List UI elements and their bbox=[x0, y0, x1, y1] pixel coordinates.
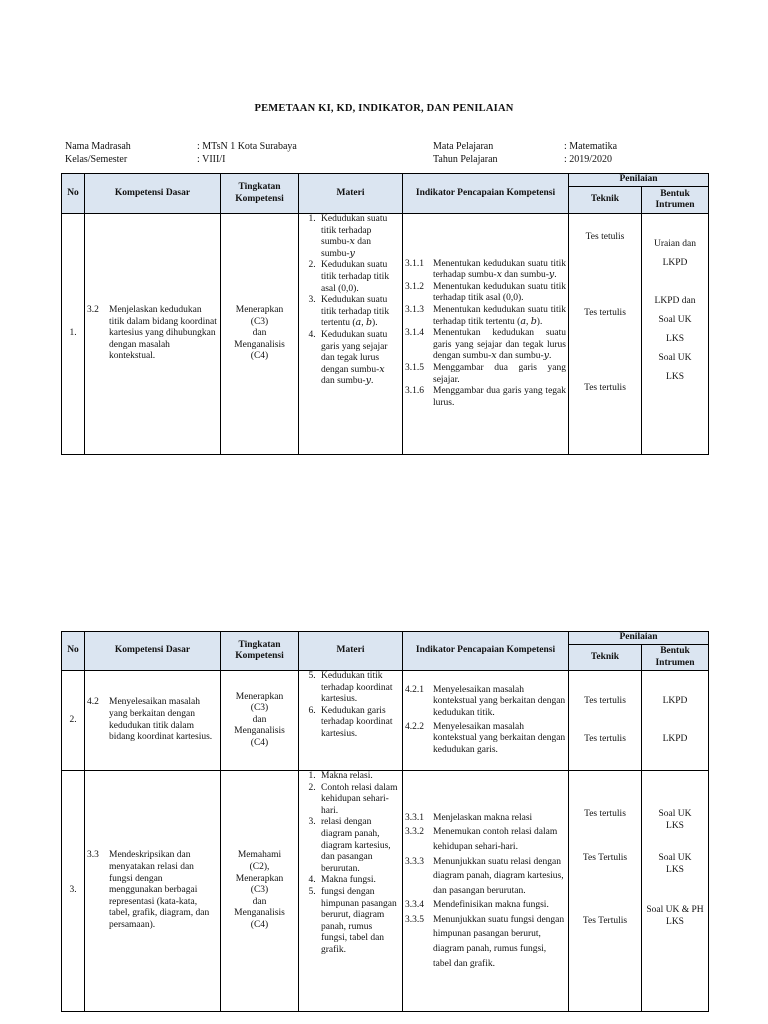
materi-item: 3. relasi dengan diagram panah, diagram kartesius, dan pasangan berurutan. bbox=[318, 817, 400, 875]
indikator-text: Menunjukkan suatu fungsi dengan himpunan pasangan berurut, diagram panah, rumus fungsi, tabel dan grafik. bbox=[433, 914, 565, 969]
teknik-value: Tes Tertulis bbox=[582, 852, 628, 863]
teknik-value: Tes Tertulis bbox=[582, 916, 628, 927]
teknik-value: Tes tetulis bbox=[585, 232, 625, 242]
materi-item: 4. Makna fungsi. bbox=[318, 875, 400, 887]
tingkatan-line: (C3) bbox=[250, 885, 269, 896]
materi-cell bbox=[299, 771, 403, 1012]
header-penilaian: Penilaian bbox=[569, 174, 709, 187]
tingkatan-line: Menganalisis bbox=[234, 908, 285, 919]
header-bentuk: Bentuk Intrumen bbox=[642, 645, 709, 671]
indikator-text: Menjelaskan makna relasi bbox=[433, 812, 533, 823]
table-row bbox=[62, 214, 709, 455]
header-indikator: Indikator Pencapaian Kompetensi bbox=[403, 632, 569, 671]
bentuk-value: LKS bbox=[666, 334, 684, 344]
bentuk-value: Uraian dan bbox=[654, 239, 696, 249]
tingkatan-line: Menerapkan bbox=[235, 691, 284, 702]
bentuk-value: Soal UK LKS bbox=[658, 809, 692, 831]
teknik-value: Tes tertulis bbox=[584, 695, 626, 706]
mapping-table-1 bbox=[61, 173, 709, 455]
tingkatan-line: Memahami bbox=[237, 850, 282, 861]
teknik-cell bbox=[569, 214, 642, 455]
kd-cell bbox=[85, 771, 221, 1012]
indikator-number: 3.3.3 bbox=[405, 856, 424, 867]
materi-item: 1. Kedudukan suatu titik terhadap sumbu-𝑥 dan sumbu-𝑦 bbox=[318, 214, 400, 260]
teknik-value: Tes tertulis bbox=[584, 733, 626, 744]
table-row bbox=[62, 771, 709, 1012]
kd-cell bbox=[85, 671, 221, 771]
tingkatan-line: (C4) bbox=[250, 351, 269, 362]
header-tingkatan: Tingkatan Kompetensi bbox=[221, 174, 299, 214]
bentuk-value: Soal UK bbox=[658, 315, 692, 325]
indikator-cell bbox=[403, 671, 569, 771]
materi-item: 6. Kedudukan garis terhadap koordinat kartesius. bbox=[318, 706, 400, 741]
kd-text: Menyelesaikan masalah yang berkaitan dengan kedudukan titik dalam bidang koordinat kartesius. bbox=[109, 697, 213, 743]
indikator-number: 4.2.1 bbox=[405, 684, 424, 695]
indikator-number: 3.1.4 bbox=[405, 328, 424, 339]
indikator-number: 3.1.1 bbox=[405, 258, 424, 269]
indikator-number: 3.3.4 bbox=[405, 900, 424, 911]
kd-number: 4.2 bbox=[87, 697, 99, 708]
tingkatan-cell bbox=[221, 771, 299, 1012]
teknik-cell bbox=[569, 671, 642, 771]
tingkatan-line: dan bbox=[252, 714, 267, 725]
kd-text: Menjelaskan kedudukan titik dalam bidang koordinat kartesius yang dihubungkan dengan masalah kontekstual. bbox=[109, 305, 217, 362]
bentuk-value: LKPD bbox=[662, 695, 688, 706]
bentuk-value: LKPD bbox=[662, 733, 688, 744]
table-row bbox=[62, 671, 709, 771]
indikator-cell bbox=[403, 771, 569, 1012]
tingkatan-line: Menerapkan bbox=[235, 305, 284, 316]
bentuk-cell bbox=[642, 214, 709, 455]
indikator-number: 3.1.2 bbox=[405, 281, 424, 292]
indikator-text: Menyelesaikan masalah kontekstual yang berkaitan dengan kedudukan garis. bbox=[433, 721, 566, 755]
header-teknik: Teknik bbox=[569, 645, 642, 671]
indikator-text: Menemukan contoh relasi dalam kehidupan sehari-hari. bbox=[433, 827, 558, 852]
indikator-number: 3.3.1 bbox=[405, 812, 424, 823]
kd-cell bbox=[85, 214, 221, 455]
tingkatan-line: dan bbox=[252, 896, 267, 907]
indikator-number: 3.1.5 bbox=[405, 362, 424, 373]
indikator-number: 3.3.5 bbox=[405, 914, 424, 925]
materi-item: 5. Kedudukan titik terhadap koordinat kartesius. bbox=[318, 671, 400, 706]
madrasah-value: : MTsN 1 Kota Surabaya bbox=[197, 141, 297, 152]
header-no: No bbox=[62, 174, 85, 214]
indikator-text: Menentukan kedudukan suatu titik terhadap titik tertentu (𝑎, 𝑏). bbox=[433, 305, 566, 327]
madrasah-label: Nama Madrasah bbox=[65, 141, 131, 152]
indikator-number: 4.2.2 bbox=[405, 721, 424, 732]
indikator-text: Menunjukkan suatu relasi dengan diagram panah, diagram kartesius, dan pasangan berurutan. bbox=[433, 856, 564, 896]
indikator-number: 3.1.6 bbox=[405, 386, 424, 397]
tingkatan-line: (C3) bbox=[250, 703, 269, 714]
materi-cell bbox=[299, 214, 403, 455]
kd-number: 3.2 bbox=[87, 305, 99, 316]
header-kd: Kompetensi Dasar bbox=[85, 174, 221, 214]
indikator-number: 3.3.2 bbox=[405, 827, 424, 838]
header-no: No bbox=[62, 632, 85, 671]
bentuk-value: Soal UK & PH LKS bbox=[646, 905, 704, 927]
tingkatan-line: dan bbox=[252, 328, 267, 339]
kelas-value: : VIII/I bbox=[197, 153, 226, 165]
meta-left bbox=[65, 141, 131, 166]
bentuk-value: Soal UK LKS bbox=[658, 853, 692, 875]
meta-right bbox=[433, 141, 498, 166]
header-indikator: Indikator Pencapaian Kompetensi bbox=[403, 174, 569, 214]
indikator-text: Menentukan kedudukan suatu titik terhadap titik asal (0,0). bbox=[433, 281, 566, 304]
bentuk-value: LKS bbox=[666, 372, 684, 382]
tingkatan-line: Menganalisis bbox=[234, 726, 285, 737]
tingkatan-line: Menganalisis bbox=[234, 339, 285, 350]
teknik-cell bbox=[569, 771, 642, 1012]
materi-item: 5. fungsi dengan himpunan pasangan berurut, diagram panah, rumus fungsi, tabel dan grafik. bbox=[318, 887, 400, 957]
page-title: PEMETAAN KI, KD, INDIKATOR, DAN PENILAIAN bbox=[254, 103, 514, 114]
bentuk-cell bbox=[642, 671, 709, 771]
tingkatan-line: (C4) bbox=[250, 737, 269, 748]
kelas-label: Kelas/Semester bbox=[65, 153, 128, 165]
bentuk-value: Soal UK bbox=[658, 353, 692, 363]
bentuk-value: LKPD dan bbox=[654, 296, 696, 306]
header-penilaian: Penilaian bbox=[569, 632, 709, 645]
tingkatan-line: (C4) bbox=[250, 919, 269, 930]
tahun-label: Tahun Pelajaran bbox=[433, 153, 498, 165]
indikator-text: Menyelesaikan masalah kontekstual yang berkaitan dengan kedudukan titik. bbox=[433, 684, 566, 718]
indikator-cell bbox=[403, 214, 569, 455]
header-materi: Materi bbox=[299, 632, 403, 671]
mapping-table-2 bbox=[61, 631, 709, 1012]
indikator-text: Menentukan kedudukan suatu titik terhadap sumbu-𝑥 dan sumbu-𝑦. bbox=[433, 258, 566, 281]
indikator-text: Menggambar dua garis yang tegak lurus. bbox=[433, 386, 566, 408]
bentuk-cell bbox=[642, 771, 709, 1012]
mapel-value: : Matematika bbox=[564, 141, 618, 152]
tingkatan-line: (C3) bbox=[250, 316, 269, 327]
indikator-text: Menentukan kedudukan suatu garis yang sejajar dan tegak lurus dengan sumbu-𝑥 dan sumbu-𝑦. bbox=[433, 328, 566, 362]
materi-item: 2. Contoh relasi dalam kehidupan sehari-hari. bbox=[318, 783, 400, 818]
materi-item: 3. Kedudukan suatu titik terhadap titik tertentu (𝑎, 𝑏). bbox=[318, 295, 400, 330]
row-number: 2. bbox=[62, 671, 85, 771]
kd-number: 3.3 bbox=[87, 850, 99, 861]
header-kd: Kompetensi Dasar bbox=[85, 632, 221, 671]
tingkatan-cell bbox=[221, 671, 299, 771]
teknik-value: Tes tertulis bbox=[584, 809, 626, 819]
kd-text: Mendeskripsikan dan menyatakan relasi dan fungsi dengan menggunakan berbagai representasi (kata-kata, tabel, grafik, diagram, dan persamaan). bbox=[109, 850, 210, 930]
indikator-number: 3.1.3 bbox=[405, 305, 424, 316]
header-tingkatan: Tingkatan Kompetensi bbox=[221, 632, 299, 671]
materi-cell bbox=[299, 671, 403, 771]
row-number: 1. bbox=[62, 214, 85, 455]
header-teknik: Teknik bbox=[569, 187, 642, 214]
tahun-value: : 2019/2020 bbox=[564, 153, 613, 165]
tingkatan-line: Menerapkan bbox=[235, 873, 284, 884]
teknik-value: Tes tertulis bbox=[584, 307, 626, 318]
header-materi: Materi bbox=[299, 174, 403, 214]
header-bentuk: Bentuk Intrumen bbox=[642, 187, 709, 214]
mapel-label: Mata Pelajaran bbox=[433, 141, 494, 152]
materi-item: 2. Kedudukan suatu titik terhadap titik asal (0,0). bbox=[318, 260, 400, 295]
meta-left-values bbox=[197, 141, 297, 166]
materi-item: 1. Makna relasi. bbox=[318, 771, 400, 783]
meta-right-values bbox=[564, 141, 617, 166]
teknik-value: Tes tertulis bbox=[584, 383, 626, 394]
tingkatan-cell bbox=[221, 214, 299, 455]
indikator-text: Menggambar dua garis yang sejajar. bbox=[433, 362, 566, 385]
row-number: 3. bbox=[62, 771, 85, 1012]
tingkatan-line: (C2), bbox=[249, 862, 270, 873]
bentuk-value: LKPD bbox=[662, 258, 688, 268]
materi-item: 4. Kedudukan suatu garis yang sejajar dan tegak lurus dengan sumbu-𝑥 dan sumbu-𝑦. bbox=[318, 330, 400, 388]
indikator-text: Mendefinisikan makna fungsi. bbox=[433, 900, 549, 911]
